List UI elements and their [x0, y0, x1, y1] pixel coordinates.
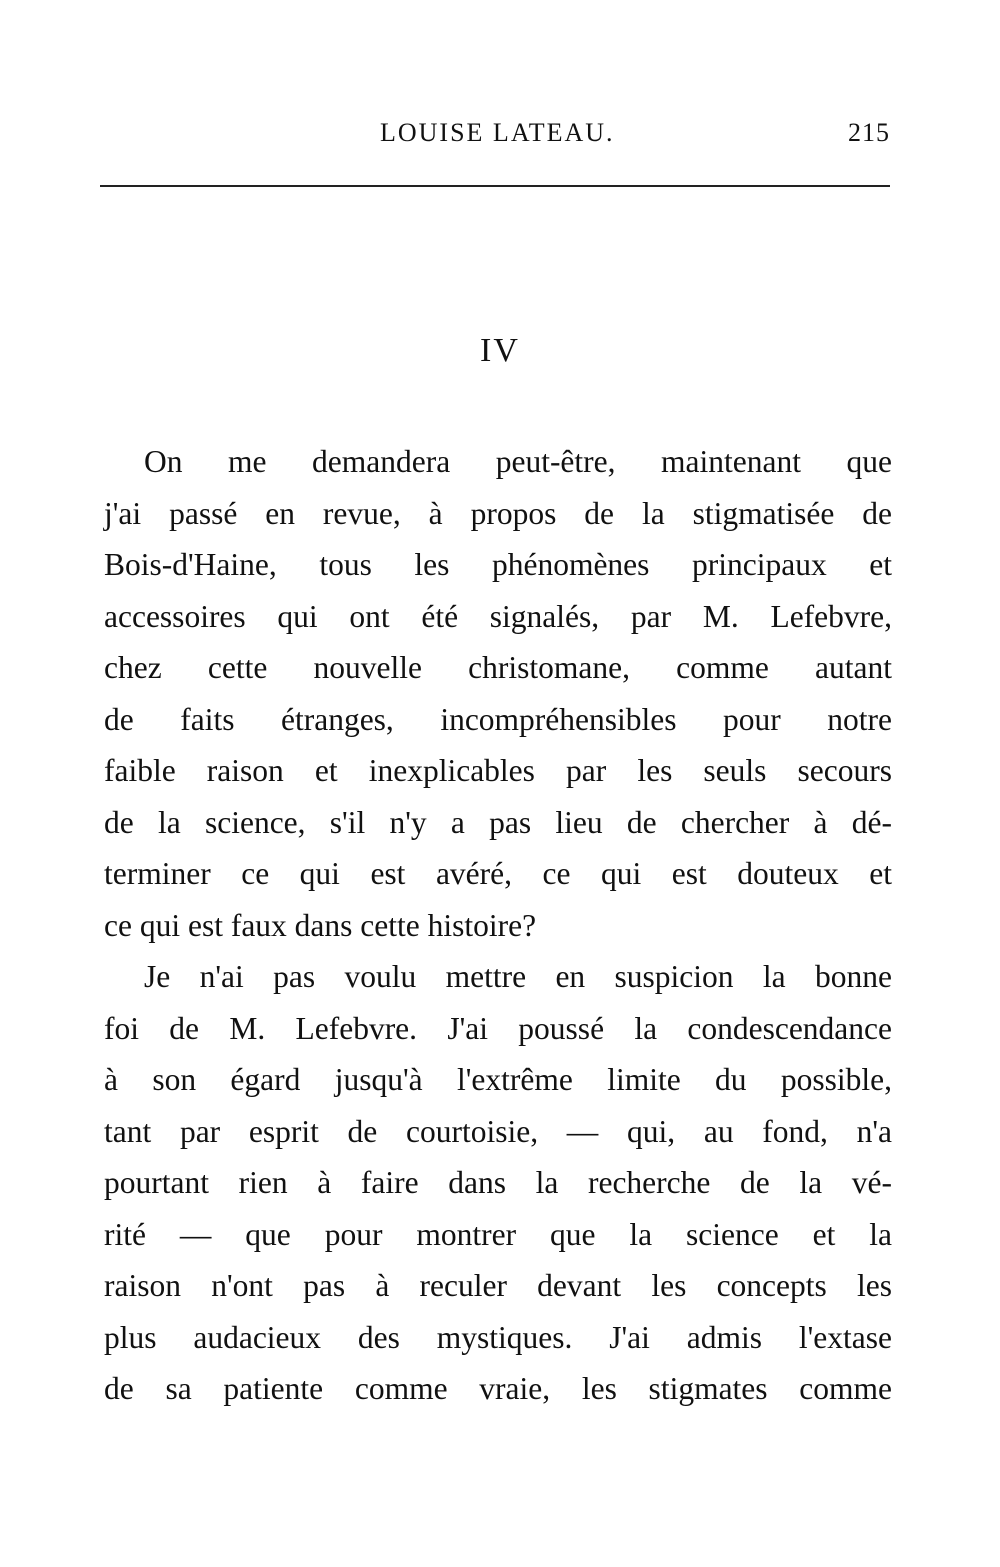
text-line: accessoires qui ont été signalés, par M. Lefebvre,	[104, 598, 892, 634]
text-line: de faits étranges, incompréhensibles pour notre	[104, 701, 892, 737]
page-number: 215	[848, 118, 890, 147]
text-line: Bois-d'Haine, tous les phénomènes principaux et	[104, 547, 892, 582]
text-line: ce qui est faux dans cette histoire?	[104, 907, 537, 943]
running-head	[100, 118, 890, 154]
text-line: foi de M. Lefebvre. J'ai poussé la condescendance	[104, 1010, 892, 1046]
text-line: On me demandera peut-être, maintenant que	[144, 444, 892, 479]
text-line: tant par esprit de courtoisie, — qui, au fond, n'a	[104, 1113, 892, 1149]
running-title: LOUISE LATEAU.	[380, 118, 615, 147]
text-line: j'ai passé en revue, à propos de la stigmatisée de	[104, 495, 892, 531]
chapter-number: IV	[480, 332, 520, 369]
text-line: rité — que pour montrer que la science et la	[104, 1216, 892, 1252]
text-line: Je n'ai pas voulu mettre en suspicion la bonne	[144, 959, 892, 994]
text-line: de sa patiente comme vraie, les stigmates comme	[104, 1371, 892, 1406]
header-rule	[100, 185, 890, 187]
text-line: à son égard jusqu'à l'extrême limite du possible,	[104, 1062, 892, 1097]
text-line: plus audacieux des mystiques. J'ai admis l'extase	[104, 1319, 892, 1355]
text-line: pourtant rien à faire dans la recherche de la vé-	[104, 1165, 892, 1200]
text-line: raison n'ont pas à reculer devant les concepts les	[104, 1268, 892, 1303]
text-line: terminer ce qui est avéré, ce qui est douteux et	[104, 856, 892, 891]
text-line: faible raison et inexplicables par les seuls secours	[104, 753, 892, 788]
body-text	[104, 436, 892, 1415]
text-line: chez cette nouvelle christomane, comme autant	[104, 650, 892, 685]
text-line: de la science, s'il n'y a pas lieu de chercher à dé-	[104, 804, 892, 840]
